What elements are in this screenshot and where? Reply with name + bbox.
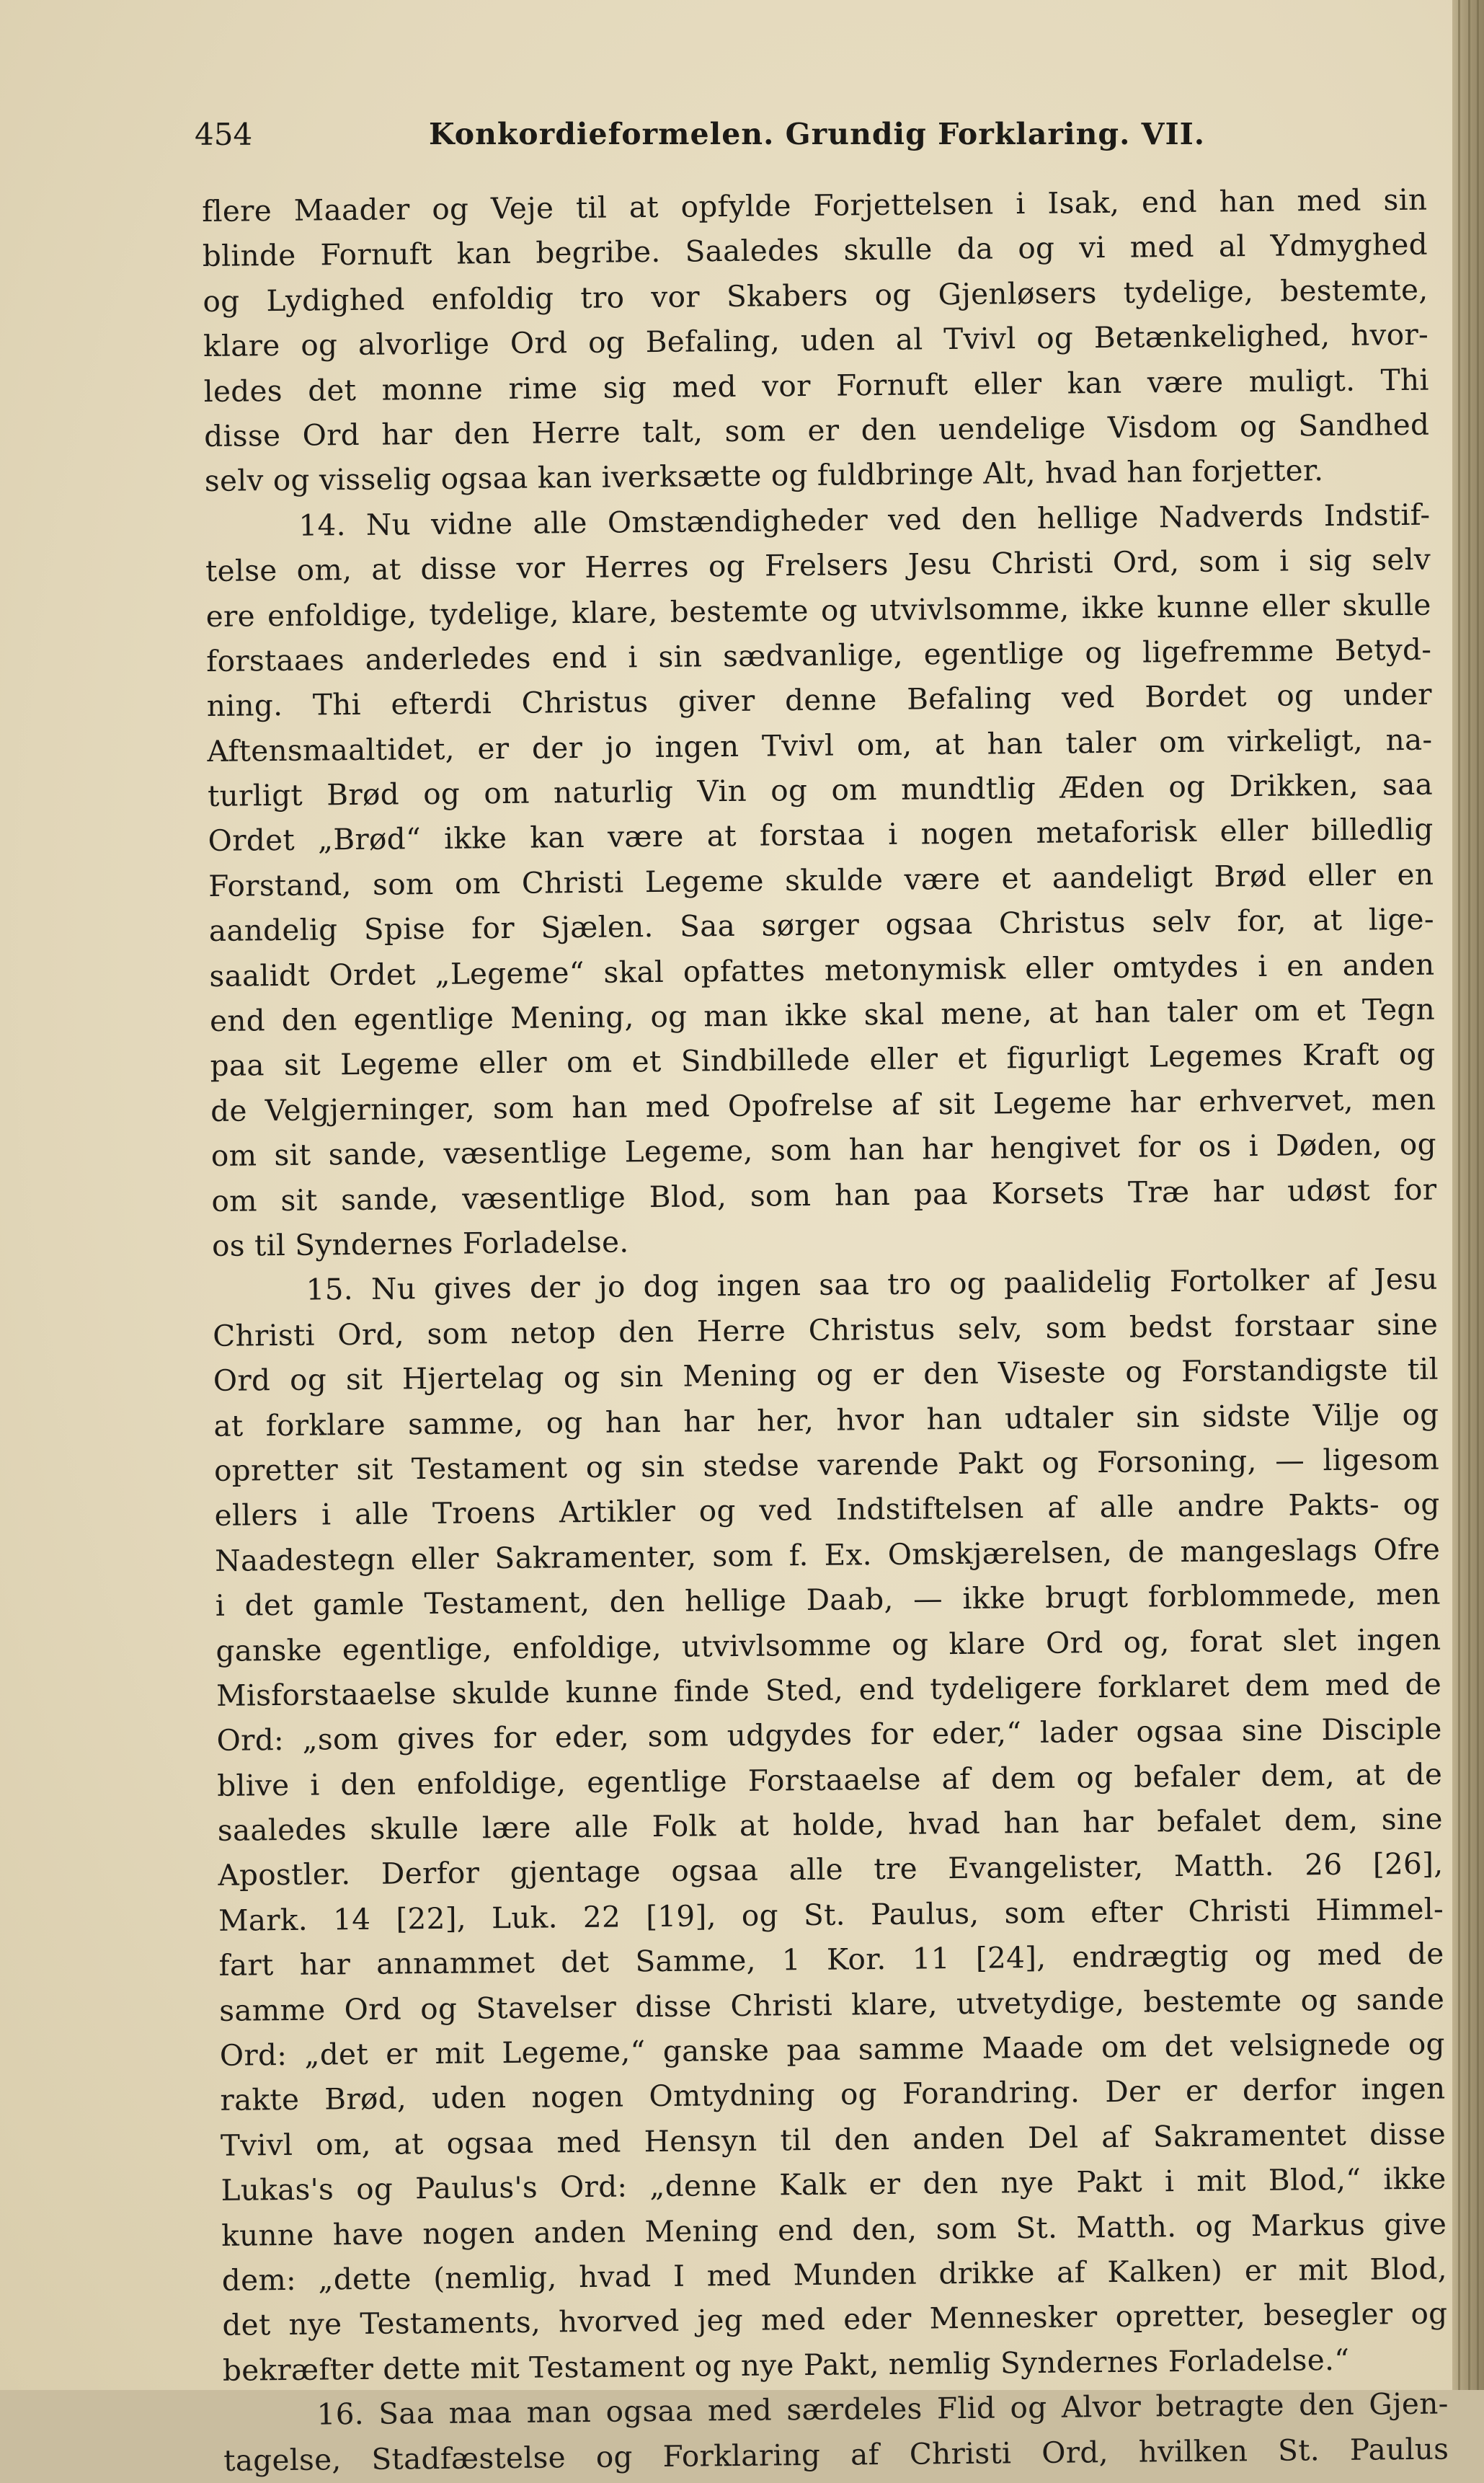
- text-line: Tvivl om, at ogsaa med Hensyn til den anden Del af Sakramentet disse: [220, 2116, 1447, 2163]
- paragraph-start-15: 15. Nu gives der jo dog ingen saa tro og paalidelig Fortolker af Jesu: [306, 1261, 1438, 1308]
- page-number: 454: [195, 117, 253, 152]
- text-line: om sit sande, væsentlige Legeme, som han har hengivet for os i Døden, og: [210, 1126, 1437, 1174]
- text-line: saaledes skulle lære alle Folk at holde, hvad han har befalet dem, sine: [217, 1801, 1444, 1848]
- text-line: os til Syndernes Forladelse.: [211, 1224, 629, 1263]
- text-line: og Lydighed enfoldig tro vor Skabers og Gjenløsers tydelige, bestemte,: [203, 272, 1429, 319]
- text-line: disse Ord har den Herre talt, som er den uendelige Visdom og Sandhed: [204, 407, 1430, 453]
- text-line: Christi Ord, som netop den Herre Christus selv, som bedst forstaar sine: [213, 1306, 1439, 1353]
- text-line: bekræfter dette mit Testament og nye Pakt, nemlig Syndernes Forladelse.“: [222, 2342, 1350, 2388]
- text-line: de Velgjerninger, som han med Opofrelse af sit Legeme har erhvervet, men: [210, 1081, 1436, 1128]
- paragraph-start-16: 16. Saa maa man ogsaa med særdeles Flid og Alvor betragte den Gjen-: [316, 2386, 1449, 2432]
- text-line: Forstand, som om Christi Legeme skulde være et aandeligt Brød eller en: [208, 857, 1434, 903]
- text-line: ledes det monne rime sig med vor Fornuft eller kan være muligt. Thi: [203, 362, 1429, 409]
- page-edge-line: [1468, 0, 1470, 2390]
- text-line: ning. Thi efterdi Christus giver denne Befaling ved Bordet og under: [206, 676, 1433, 724]
- text-line: klare og alvorlige Ord og Befaling, uden al Tvivl og Betænkelighed, hvor-: [203, 317, 1429, 364]
- page-edge-line: [1477, 0, 1479, 2390]
- text-line: Naadestegn eller Sakramenter, som f. Ex. Omskjærelsen, de mangeslags Ofre: [215, 1531, 1441, 1578]
- text-line: flere Maader og Veje til at opfylde Forjettelsen i Isak, end han med sin: [202, 182, 1428, 229]
- text-line: Mark. 14 [22], Luk. 22 [19], og St. Paulus, som efter Christi Himmel-: [218, 1891, 1444, 1938]
- text-line: ganske egentlige, enfoldige, utvivlsomme og klare Ord og, forat slet ingen: [216, 1621, 1441, 1668]
- text-line: Ord: „det er mit Legeme,“ ganske paa samme Maade om det velsignede og: [219, 2026, 1446, 2073]
- text-line: turligt Brød og om naturlig Vin og om mundtlig Æden og Drikken, saa: [207, 766, 1434, 814]
- text-line: det nye Testaments, hvorved jeg med eder Mennesker opretter, besegler og: [222, 2296, 1448, 2343]
- text-line: blive i den enfoldige, egentlige Forstaaelse af dem og befaler dem, at de: [217, 1756, 1443, 1803]
- text-line: Lukas's og Paulus's Ord: „denne Kalk er den nye Pakt i mit Blod,“ ikke: [221, 2161, 1447, 2208]
- text-line: tagelse, Stadfæstelse og Forklaring af Christi Ord, hvilken St. Paulus: [223, 2431, 1449, 2478]
- text-line: Apostler. Derfor gjentage ogsaa alle tre Evangelister, Matth. 26 [26],: [218, 1846, 1444, 1893]
- text-line: kunne have nogen anden Mening end den, som St. Matth. og Markus give: [221, 2206, 1447, 2253]
- text-line: rakte Brød, uden nogen Omtydning og Forandring. Der er derfor ingen: [220, 2071, 1446, 2118]
- text-line: end den egentlige Mening, og man ikke skal mene, at han taler om et Tegn: [209, 991, 1436, 1038]
- body-text: [202, 177, 1449, 2483]
- text-line: opretter sit Testament og sin stedse varende Pakt og Forsoning, — ligesom: [213, 1441, 1440, 1488]
- text-line: paa sit Legeme eller om et Sindbillede eller et figurligt Legemes Kraft og: [210, 1037, 1436, 1084]
- text-line: om sit sande, væsentlige Blod, som han paa Korsets Træ har udøst for: [211, 1172, 1437, 1218]
- text-line: Ord og sit Hjertelag og sin Mening og er den Viseste og Forstandigste til: [213, 1351, 1439, 1399]
- text-line: blinde Fornuft kan begribe. Saaledes skulle da og vi med al Ydmyghed: [202, 227, 1429, 274]
- text-line: forstaaes anderledes end i sin sædvanlige, egentlige og ligefremme Betyd-: [206, 632, 1432, 678]
- text-line: ere enfoldige, tydelige, klare, bestemte og utvivlsomme, ikke kunne eller skulle: [205, 587, 1431, 634]
- text-line: fart har annammet det Samme, 1 Kor. 11 [24], endrægtig og med de: [218, 1936, 1444, 1983]
- text-line: samme Ord og Stavelser disse Christi klare, utvetydige, bestemte og sande: [219, 1981, 1445, 2028]
- running-head: Konkordieformelen. Grundig Forklaring. VII.: [429, 117, 1206, 151]
- page-edge: [1452, 0, 1484, 2390]
- text-line: i det gamle Testament, den hellige Daab, — ikke brugt forblommede, men: [215, 1576, 1441, 1624]
- text-line: ellers i alle Troens Artikler og ved Indstiftelsen af alle andre Pakts- og: [214, 1486, 1440, 1533]
- text-line: aandelig Spise for Sjælen. Saa sørger ogsaa Christus selv for, at lige-: [208, 901, 1435, 949]
- page-header: [195, 117, 1420, 167]
- paragraph-start-14: 14. Nu vidne alle Omstændigheder ved den hellige Nadverds Indstif-: [298, 497, 1431, 543]
- text-line: Aftensmaaltidet, er der jo ingen Tvivl om, at han taler om virkeligt, na-: [207, 722, 1433, 769]
- page-edge-line: [1458, 0, 1460, 2390]
- text-line: selv og visselig ogsaa kan iverksætte og fuldbringe Alt, hvad han forjetter.: [204, 453, 1324, 499]
- text-line: Ordet „Brød“ ikke kan være at forstaa i nogen metaforisk eller billedlig: [208, 812, 1434, 859]
- text-line: Ord: „som gives for eder, som udgydes for eder,“ lader ogsaa sine Disciple: [216, 1711, 1442, 1758]
- text-line: saalidt Ordet „Legeme“ skal opfattes metonymisk eller omtydes i en anden: [209, 947, 1435, 993]
- text-line: Misforstaaelse skulde kunne finde Sted, end tydeligere forklaret dem med de: [216, 1666, 1442, 1713]
- text-line: dem: „dette (nemlig, hvad I med Munden drikke af Kalken) er mit Blod,: [221, 2251, 1447, 2298]
- text-line: telse om, at disse vor Herres og Frelsers Jesu Christi Ord, som i sig selv: [205, 541, 1431, 589]
- text-line: at forklare samme, og han har her, hvor han udtaler sin sidste Vilje og: [213, 1397, 1439, 1443]
